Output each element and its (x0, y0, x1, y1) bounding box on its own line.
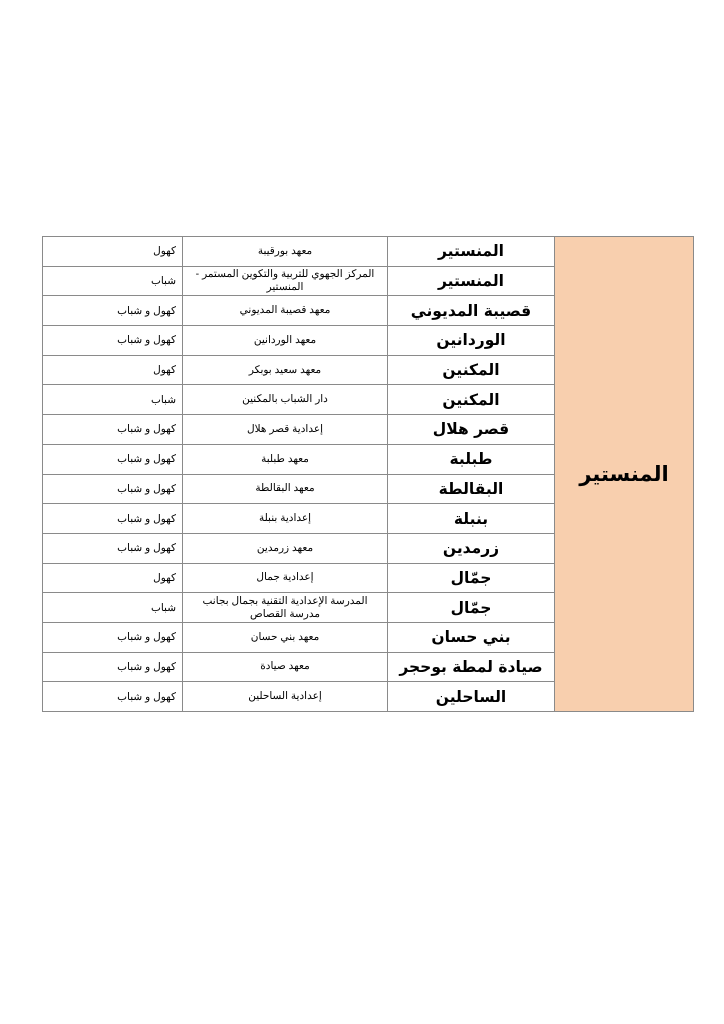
institution-cell: إعدادية الساحلين (183, 682, 388, 712)
audience-cell: شباب (43, 593, 183, 623)
governorate-cell: المنستير (555, 237, 694, 712)
city-cell: قصر هلال (388, 415, 555, 445)
institution-cell: معهد طبلبة (183, 444, 388, 474)
audience-cell: كهول و شباب (43, 652, 183, 682)
institution-cell: معهد صيادة (183, 652, 388, 682)
audience-cell: شباب (43, 266, 183, 296)
institutions-table-wrapper (42, 236, 694, 712)
audience-cell: شباب (43, 385, 183, 415)
city-cell: صيادة لمطة بوحجر (388, 652, 555, 682)
institution-cell: إعدادية جمال (183, 563, 388, 593)
audience-cell: كهول و شباب (43, 444, 183, 474)
institution-cell: إعدادية قصر هلال (183, 415, 388, 445)
audience-cell: كهول و شباب (43, 533, 183, 563)
audience-cell: كهول و شباب (43, 326, 183, 356)
city-cell: جمّال (388, 563, 555, 593)
audience-cell: كهول و شباب (43, 474, 183, 504)
audience-cell: كهول و شباب (43, 296, 183, 326)
city-cell: المنستير (388, 266, 555, 296)
institution-cell: إعدادية بنبلة (183, 504, 388, 534)
city-cell: المكنين (388, 355, 555, 385)
institution-cell: معهد بورقيبة (183, 237, 388, 267)
city-cell: الوردانين (388, 326, 555, 356)
audience-cell: كهول (43, 237, 183, 267)
audience-cell: كهول (43, 563, 183, 593)
city-cell: جمّال (388, 593, 555, 623)
institution-cell: معهد قصيبة المديوني (183, 296, 388, 326)
institution-cell: معهد بني حسان (183, 622, 388, 652)
table-row (43, 237, 694, 267)
institution-cell: المركز الجهوي للتربية والتكوين المستمر - المنستير (183, 266, 388, 296)
institution-cell: المدرسة الإعدادية التقنية بجمال بجانب مدرسة القصاص (183, 593, 388, 623)
institution-cell: معهد الوردانين (183, 326, 388, 356)
city-cell: المكنين (388, 385, 555, 415)
city-cell: زرمدين (388, 533, 555, 563)
audience-cell: كهول و شباب (43, 415, 183, 445)
audience-cell: كهول و شباب (43, 622, 183, 652)
city-cell: طبلبة (388, 444, 555, 474)
audience-cell: كهول و شباب (43, 504, 183, 534)
institution-cell: معهد زرمدين (183, 533, 388, 563)
city-cell: بنبلة (388, 504, 555, 534)
institution-cell: معهد البقالطة (183, 474, 388, 504)
institutions-table (42, 236, 694, 712)
city-cell: البقالطة (388, 474, 555, 504)
institution-cell: دار الشباب بالمكنين (183, 385, 388, 415)
institution-cell: معهد سعيد بوبكر (183, 355, 388, 385)
city-cell: المنستير (388, 237, 555, 267)
audience-cell: كهول (43, 355, 183, 385)
audience-cell: كهول و شباب (43, 682, 183, 712)
city-cell: بني حسان (388, 622, 555, 652)
city-cell: قصيبة المديوني (388, 296, 555, 326)
city-cell: الساحلين (388, 682, 555, 712)
